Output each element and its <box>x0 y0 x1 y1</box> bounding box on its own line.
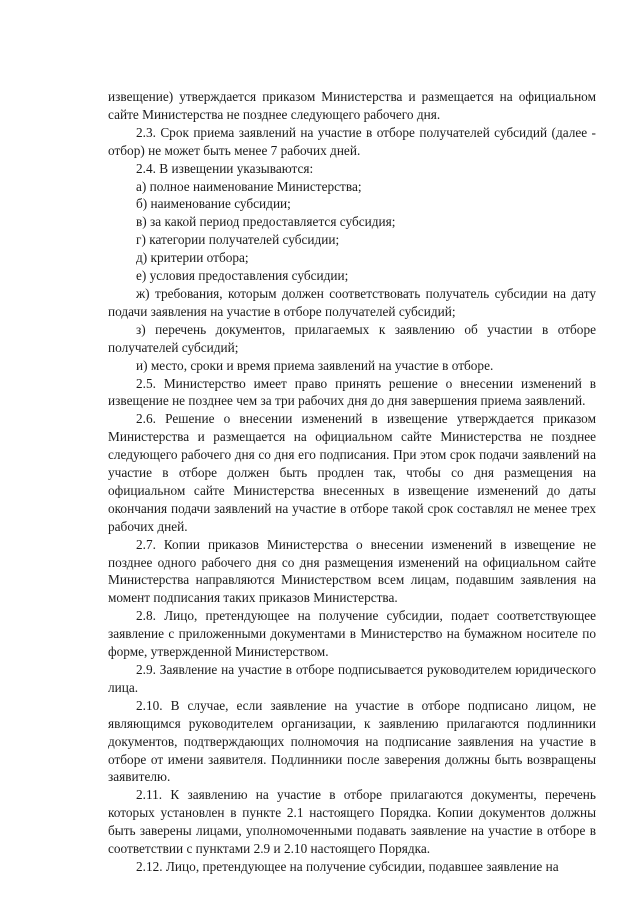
paragraph-2-12: 2.12. Лицо, претендующее на получение субсидии, подавшее заявление на <box>136 858 559 874</box>
paragraph-2-11: 2.11. К заявлению на участие в отборе прилагаются документы, перечень которых установлен в пункте 2.1 настоящего Порядка. Копии документов должны быть заверены лицами, уполномоченными подавать заявление на участие в отборе в соответствии с пунктами 2.9 и 2.10 настоящего Порядка. <box>108 787 596 857</box>
paragraph-2-7: 2.7. Копии приказов Министерства о внесении изменений в извещение не позднее одного рабочего дня со дня размещения изменений на официальном сайте Министерства направляются Министерством всем лицам, подавшим заявления на момент подписания таких приказов Министерства. <box>108 536 596 606</box>
paragraph-2-9: 2.9. Заявление на участие в отборе подписывается руководителем юридического лица. <box>108 662 596 695</box>
paragraph-2-6: 2.6. Решение о внесении изменений в извещение утверждается приказом Министерства и размещается на официальном сайте Министерства не позднее следующего рабочего дня со дня его подписания. При этом срок подачи заявлений на участие в отборе должен быть продлен так, чтобы со дня размещения на официальном сайте Министерства внесенных в извещение изменений до даты окончания подачи заявлений на участие в отборе такой срок составлял не менее трех рабочих дней. <box>108 411 596 534</box>
list-item-g: г) категории получателей субсидии; <box>136 232 340 248</box>
list-item-v: в) за какой период предоставляется субсидия; <box>136 214 396 230</box>
list-item-z: з) перечень документов, прилагаемых к заявлению об участии в отборе получателей субсидий; <box>108 321 596 355</box>
list-item-e: е) условия предоставления субсидии; <box>136 268 349 284</box>
list-item-zh: ж) требования, которым должен соответствовать получатель субсидии на дату подачи заявления на участие в отборе получателей субсидий; <box>108 285 596 319</box>
paragraph-continuation: извещение) утверждается приказом Министерства и размещается на официальном сайте Министерства не позднее следующего рабочего дня. <box>108 89 596 122</box>
list-item-d: д) критерии отбора; <box>136 250 249 266</box>
list-item-b: б) наименование субсидии; <box>136 196 291 212</box>
paragraph-2-8: 2.8. Лицо, претендующее на получение субсидии, подает соответствующее заявление с приложенными документами в Министерство на бумажном носителе по форме, утвержденной Министерством. <box>108 608 596 660</box>
list-item-a: а) полное наименование Министерства; <box>136 178 362 194</box>
paragraph-2-10: 2.10. В случае, если заявление на участие в отборе подписано лицом, не являющимся руководителем организации, к заявлению прилагаются подлинники документов, подтверждающих полномочия на подписание заявления на участие в отборе от имени заявителя. Подлинники после заверения должны быть возвращены заявителю. <box>108 697 596 785</box>
paragraph-2-5: 2.5. Министерство имеет право принять решение о внесении изменений в извещение не позднее чем за три рабочих дня до дня завершения приема заявлений. <box>108 375 596 409</box>
list-item-i: и) место, сроки и время приема заявлений на участие в отборе. <box>136 357 494 373</box>
document-page <box>108 88 596 876</box>
paragraph-2-4: 2.4. В извещении указываются: <box>136 160 314 176</box>
paragraph-2-3: 2.3. Срок приема заявлений на участие в отборе получателей субсидий (далее - отбор) не может быть менее 7 рабочих дней. <box>108 124 596 158</box>
